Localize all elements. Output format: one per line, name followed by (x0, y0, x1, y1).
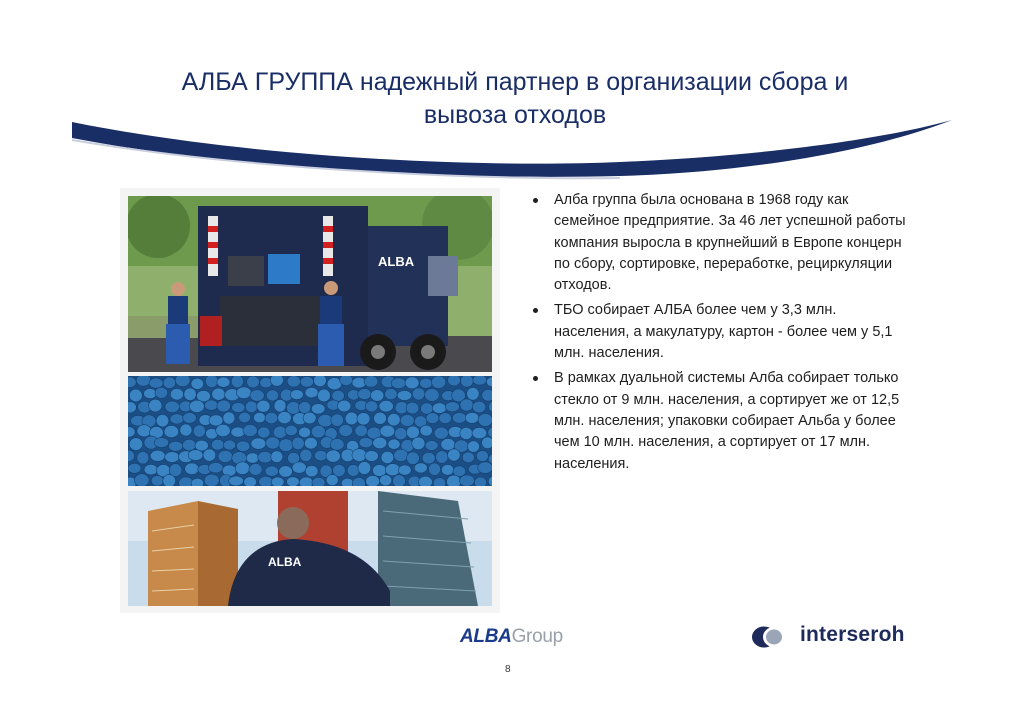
bullet-item: В рамках дуальной системы Алба собирает только стекло от 9 млн. населения, а сортирует же от 12,5 млн. населения; упаковки собирает Альба у более чем 10 млн. населения, а сортирует от 17 млн. населения. (530, 368, 910, 474)
truck-brand-text: ALBA (378, 254, 415, 269)
worker-jacket-text: ALBA (268, 555, 302, 569)
bullet-item: ТБО собирает АЛБА более чем у 3,3 млн. населения, а макулатуру, картон - более чем у 5,1 млн. населения. (530, 300, 910, 364)
slide-title-line-2: вывоза отходов (423, 101, 607, 129)
worker-buildings-photo (128, 491, 492, 606)
slide-title-line-1: АЛБА ГРУППА надежный партнер в организации сбора и (181, 68, 849, 96)
bullet-list (530, 190, 910, 479)
bullet-item: Алба группа была основана в 1968 году как семейное предприятие. За 46 лет успешной работы компания выросла в крупнейший в Европе концерн по сбору, сортировке, переработке, рециркуляции отходов. (530, 190, 910, 296)
interseroh-logo-icon (752, 626, 792, 648)
alba-logo-light: Group (511, 626, 563, 647)
title-swoosh-decoration (60, 110, 960, 180)
plastic-pellets-photo (128, 376, 492, 486)
garbage-truck-photo (128, 196, 492, 372)
interseroh-logo-text: interseroh (800, 623, 905, 646)
alba-group-logo (460, 626, 563, 648)
photo-collage (120, 188, 500, 613)
page-number: 8 (505, 664, 511, 675)
alba-logo-bold: ALBA (460, 626, 512, 647)
